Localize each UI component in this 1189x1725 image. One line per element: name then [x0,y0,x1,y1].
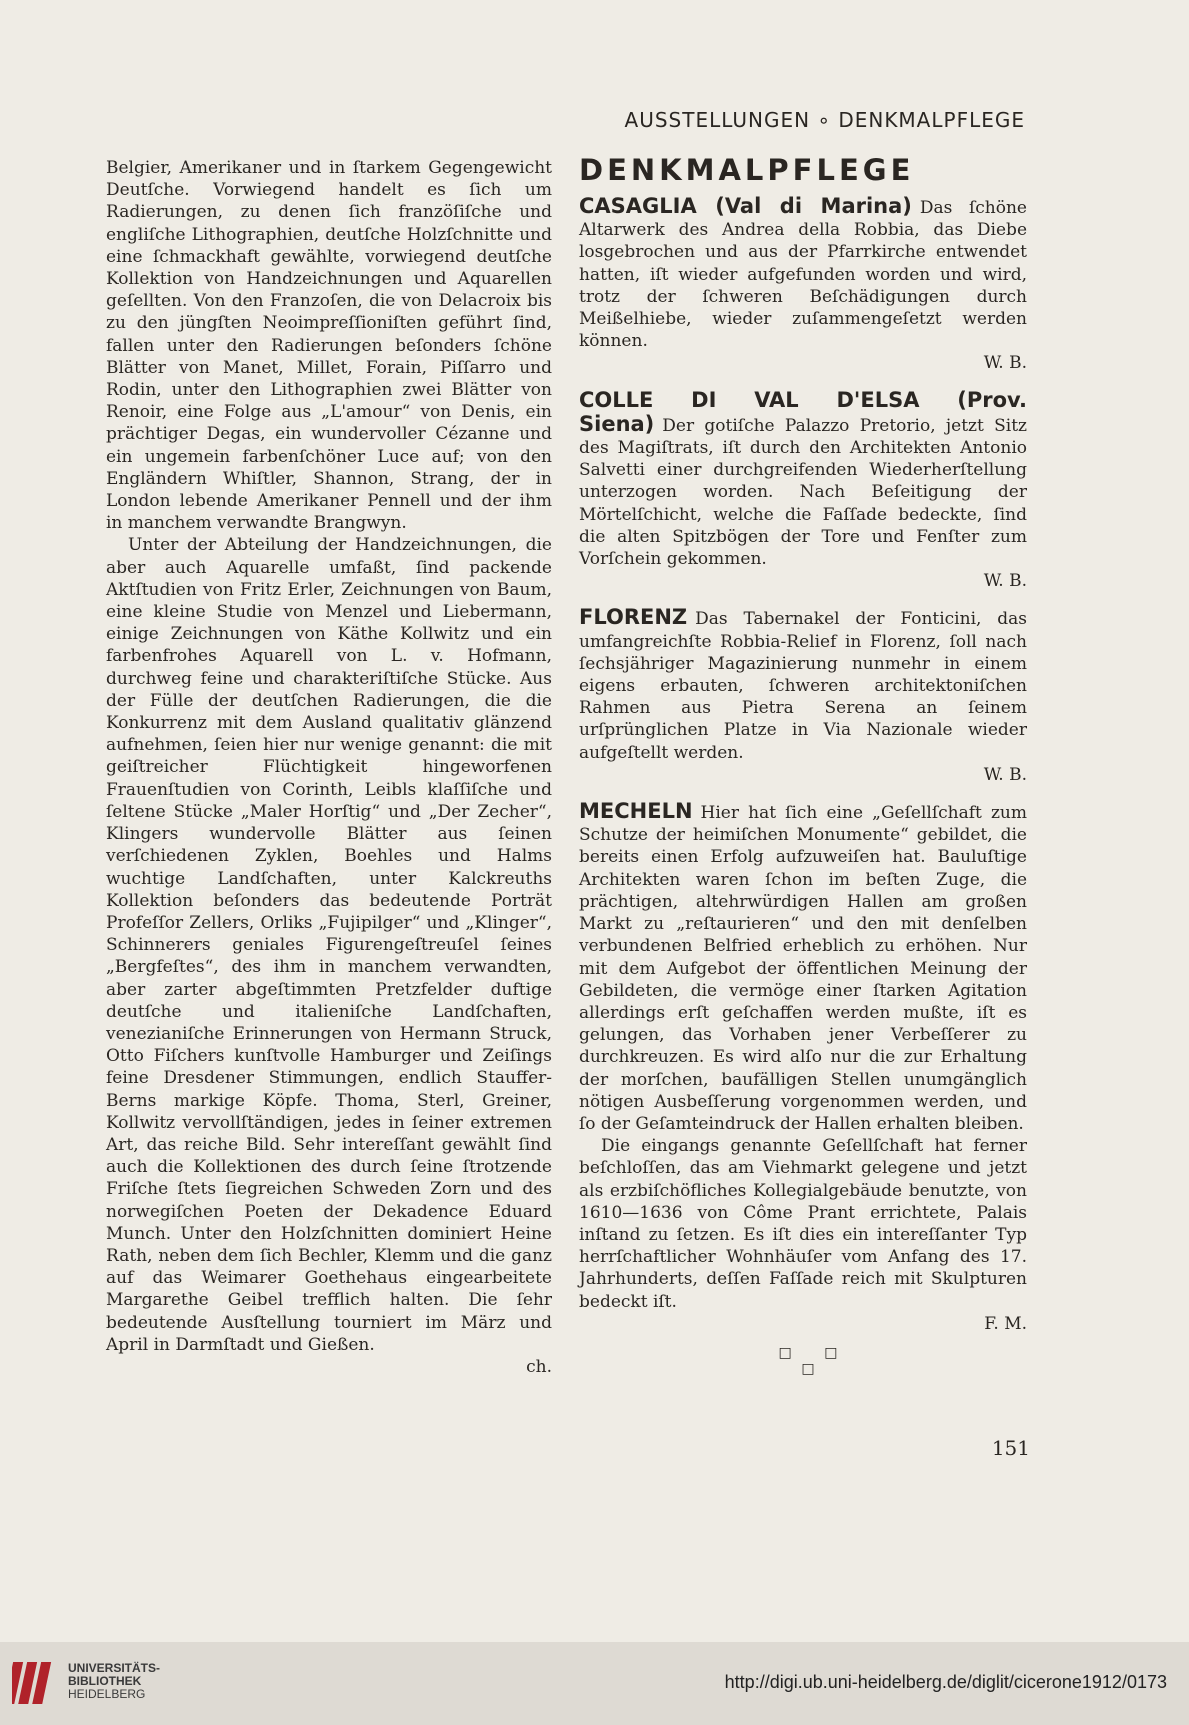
entry-mecheln [579,800,1027,1335]
entry-signature: F. M. [984,1313,1027,1334]
left-paragraph-1: Belgier, Amerikaner und in ſtarkem Gegengewicht Deutſche. Vorwiegend handelt es ſich um Radierungen, zu denen ſich franzöſiſche und engliſche Lithographien, deutſche Holzſchnitte und eine ſchmackhaft gewählte, vorwiegend deutſche Kollektion von Handzeichnungen und Aquarellen geſellten. Von den Franzoſen, die von Delacroix bis zu den jüngſten Neoimpreſſioniſten geführt ſind, fallen unter den Radierungen beſonders ſchöne Blätter von Manet, Millet, Forain, Piſſarro und Rodin, unter den Lithographien zwei Blätter von Renoir, eine Folge aus „L'amour“ von Denis, ein prächtiger Degas, ein wundervoller Cézanne und ein ungemein farbenſchöner Luce auf; von den Engländern Whiſtler, Shannon, Strang, der in London lebende Amerikaner Pennell und der ihm in manchem verwandte Brangwyn. [106,158,552,534]
entry-location: FLORENZ [579,605,688,630]
library-name-line3: HEIDELBERG [68,1687,146,1701]
entry-text-continued: Die eingangs genannte Geſellſchaft hat ferner beſchloſſen, das am Viehmarkt gelegene und jetzt als erzbiſchöfliches Kollegialgebäude benutzte, von 1610—1636 von Côme Prant errichtete, Palais inſtand zu ſetzen. Es iſt dies ein intereſſanter Typ herrſchaftlicher Wohnhäuſer vom Anfang des 17. Jahrhunderts, deſſen Faſſade reich mit Skulpturen bedeckt iſt. [579,1136,1027,1312]
entry-colle [579,389,1027,593]
entry-signature: W. B. [983,571,1027,592]
page-number: 151 [991,1436,1030,1460]
library-name-line1: UNIVERSITÄTS- [68,1661,161,1675]
entry-signature: W. B. [983,764,1027,785]
entry-location: MECHELN [579,799,693,824]
permalink-url[interactable]: http://digi.ub.uni-heidelberg.de/diglit/cicerone1912/0173 [724,1672,1167,1692]
running-header: AUSSTELLUNGEN ∘ DENKMALPFLEGE [624,108,1025,132]
entry-casaglia [579,195,1027,375]
entry-text: Das Tabernakel der Fonticini, das umfangreichſte Robbia-Relief in Florenz, ſoll nach ſechsjähriger Magazinierung nunmehr in einem eigens erbauten, ſchweren architektoniſchen Rahmen aus Pietra Serena an ſeinem urſprünglichen Platze in Via Nazionale wieder aufgeſtellt werden. [579,609,1027,763]
entry-location: CASAGLIA (Val di Marina) [579,194,912,218]
entry-text: Der gotiſche Palazzo Pretorio, jetzt Sitz des Magiſtrats, iſt durch den Architekten Antonio Salvetti einer durchgreifenden Wiederherſtellung unterzogen worden. Nach Beſeitigung der Mörtelſchicht, welche die Faſſade bedeckte, ſind die alten Spitzbögen der Tore und Fenſter zum Vorſchein gekommen. [579,415,1027,570]
entry-text: Hier hat ſich eine „Geſellſchaft zum Schutze der heimiſchen Monumente“ gebildet, die bereits einen Erfolg aufzuweiſen hat. Bauluſtige Architekten waren ſchon im beſten Zuge, die prächtigen, altehrwürdigen Hallen am großen Markt zu „reſtaurieren“ und den mit denſelben verbundenen Belfried erheblich zu erhöhen. Nur mit dem Aufgebot der öffentlichen Meinung der Gebildeten, die vermöge einer ſtarken Agitation allerdings erſt geſchaffen werden mußte, iſt es gelungen, das Vorhaben jener Verbeſſerer zu durchkreuzen. Es wird alſo nur die zur Erhaltung der morſchen, baufälligen Stellen unumgänglich nötigen Ausbeſſerung vorgenommen werden, und ſo der Geſamteindruck der Hallen erhalten bleiben. [579,803,1027,1134]
library-logo-icon [12,1658,60,1708]
entry-text: Das ſchöne Altarwerk des Andrea della Robbia, das Diebe losgebrochen und aus der Pfarrkirche entwendet hatten, iſt wieder aufgefunden worden und wird, trotz der ſchweren Beſchädigungen durch Meißelhiebe, wieder zuſammengeſetzt werden können. [579,198,1027,352]
left-column [106,157,552,1378]
left-paragraph-2: Unter der Abteilung der Handzeichnungen, die aber auch Aquarelle umfaßt, ſind packende Aktſtudien von Fritz Erler, Zeichnungen von Baum, eine kleine Studie von Menzel und Liebermann, einige Zeichnungen von Käthe Kollwitz und ein farbenfrohes Aquarell von L. v. Hofmann, durchweg feine und charakteriſtiſche Stücke. Aus der Fülle der deutſchen Radierungen, die die Konkurrenz mit dem Ausland qualitativ glänzend aufnehmen, ſeien hier nur wenige genannt: die mit geiſtreicher Flüchtigkeit hingeworfenen Frauenſtudien von Corinth, Leibls klaſſiſche und ſeltene Stücke „Maler Horſtig“ und „Der Zecher“, Klingers wundervolle Blätter aus ſeinen verſchiedenen Zyklen, Boehles und Halms wuchtige Landſchaften, unter Kalckreuths Kollektion beſonders das bedeutende Porträt Profeſſor Zellers, Orliks „Fujipilger“ und „Klinger“, Schinnerers geniales Figurengeſtreuſel ſeines „Bergfeſtes“, des ihm in manchem verwandten, aber zarter abgeſtimmten Pretzfelder duftige deutſche und italieniſche Landſchaften, venezianiſche Erinnerungen von Hermann Struck, Otto Fiſchers kunſtvolle Hamburger und Zeiſings feine Dresdener Stimmungen, endlich Stauffer-Berns markige Köpfe. Thoma, Sterl, Greiner, Kollwitz vervollſtändigen, jedes in ſeiner extremen Art, das reiche Bild. Sehr intereſſant gewählt ſind auch die Kollektionen des durch ſeine ſtrotzende Friſche ſtets ſiegreichen Schweden Zorn und des norwegiſchen Poeten der Dekadence Eduard Munch. Unter den Holzſchnitten dominiert Heine Rath, neben dem ſich Bechler, Klemm und die ganz auf das Weimarer Goethehaus eingearbeitete Margarethe Geibel trefflich halten. Die ſehr bedeutende Ausſtellung tourniert im März und April in Darmſtadt und Gießen. [106,535,552,1355]
right-column [579,153,1027,1349]
section-end-ornament: □ □ □ [778,1345,852,1377]
entry-signature: W. B. [983,353,1027,374]
left-signature: ch. [526,1356,552,1377]
section-title: DENKMALPFLEGE [579,153,915,187]
library-name-line2: BIBLIOTHEK [68,1674,142,1688]
entry-florenz [579,606,1027,786]
digitization-footer [0,1642,1189,1725]
entry-location: COLLE DI VAL D'ELSA (Prov. Siena) [579,387,1027,436]
library-name [68,1662,160,1701]
